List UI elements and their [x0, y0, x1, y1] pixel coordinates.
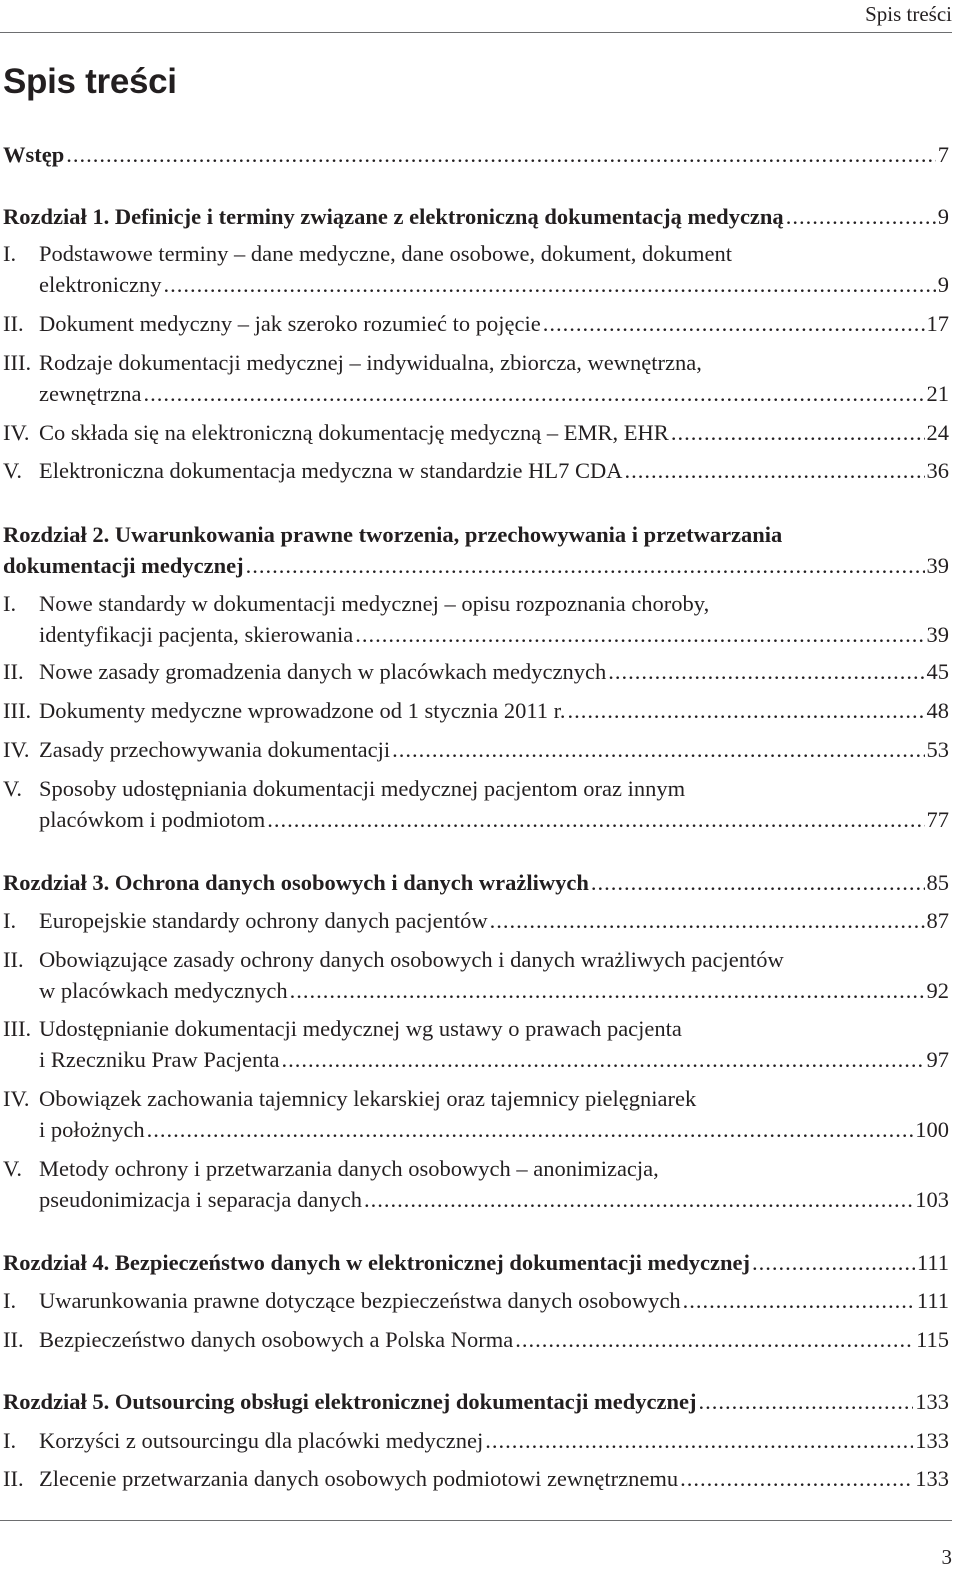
entry-page-number: 39 [926, 553, 949, 578]
dot-leader [680, 1463, 913, 1494]
entry-page-number: 87 [926, 908, 949, 933]
section-number: III. [3, 350, 32, 375]
section-number: II. [3, 947, 24, 972]
toc-section-entry[interactable] [3, 1153, 949, 1215]
dot-leader [625, 455, 925, 486]
toc-section-entry[interactable] [3, 1013, 949, 1075]
toc-section-entry[interactable] [3, 773, 949, 835]
section-number: IV. [3, 420, 30, 445]
toc-chapter-entry[interactable] [3, 519, 949, 581]
toc-section-entry[interactable] [3, 695, 949, 726]
section-number: I. [3, 1288, 17, 1313]
toc-chapter-entry[interactable] [3, 867, 949, 898]
entry-title: elektroniczny [39, 272, 162, 297]
entry-page-number: 133 [915, 1428, 949, 1453]
dot-leader [543, 308, 925, 339]
entry-title: Uwarunkowania prawne dotyczące bezpieczeństwa danych osobowych [39, 1288, 681, 1313]
dot-leader [699, 1386, 914, 1417]
dot-leader [267, 804, 924, 835]
entry-page-number: 21 [926, 381, 949, 406]
section-number: I. [3, 591, 17, 616]
entry-page-number: 92 [926, 978, 949, 1003]
toc-section-entry[interactable] [3, 347, 949, 409]
entry-page-number: 24 [926, 420, 949, 445]
entry-title: Rozdział 1. Definicje i terminy związane z elektroniczną dokumentacją medyczną [3, 204, 784, 229]
toc-section-entry[interactable] [3, 455, 949, 486]
dot-leader [671, 417, 925, 448]
dot-leader [786, 201, 936, 232]
dot-leader [147, 1114, 914, 1145]
toc-section-entry[interactable] [3, 1083, 949, 1145]
toc-section-entry[interactable] [3, 1463, 949, 1494]
entry-page-number: 133 [915, 1389, 949, 1414]
entry-title: Wstęp [3, 142, 65, 167]
section-number: II. [3, 1466, 24, 1491]
entry-title-line: Podstawowe terminy – dane medyczne, dane osobowe, dokument, dokument [39, 241, 732, 266]
entry-title: zewnętrzna [39, 381, 142, 406]
dot-leader [66, 139, 936, 170]
section-number: III. [3, 1016, 32, 1041]
dot-leader [392, 734, 924, 765]
entry-page-number: 48 [926, 698, 949, 723]
section-number: V. [3, 458, 22, 483]
entry-page-number: 111 [916, 1288, 949, 1313]
dot-leader [752, 1247, 915, 1278]
entry-page-number: 77 [926, 807, 949, 832]
section-number: IV. [3, 1086, 30, 1111]
entry-title: pseudonimizacja i separacja danych [39, 1187, 362, 1212]
dot-leader [683, 1285, 915, 1316]
dot-leader [490, 905, 925, 936]
entry-page-number: 115 [916, 1327, 949, 1352]
section-number: IV. [3, 737, 30, 762]
entry-title: Zlecenie przetwarzania danych osobowych podmiotowi zewnętrznemu [39, 1466, 679, 1491]
dot-leader [591, 867, 925, 898]
entry-title: Bezpieczeństwo danych osobowych a Polska Norma [39, 1327, 514, 1352]
entry-title-line: Udostępnianie dokumentacji medycznej wg ustawy o prawach pacjenta [39, 1016, 682, 1041]
entry-title: i Rzeczniku Praw Pacjenta [39, 1047, 280, 1072]
section-number: V. [3, 776, 22, 801]
toc-section-entry[interactable] [3, 656, 949, 687]
toc-section-entry[interactable] [3, 1285, 949, 1316]
entry-title: Rozdział 3. Ochrona danych osobowych i danych wrażliwych [3, 870, 589, 895]
entry-title-line: Sposoby udostępniania dokumentacji medycznej pacjentom oraz innym [39, 776, 686, 801]
dot-leader [608, 656, 924, 687]
entry-title: Europejskie standardy ochrony danych pacjentów [39, 908, 488, 933]
toc-section-entry[interactable] [3, 905, 949, 936]
entry-title: Rozdział 4. Bezpieczeństwo danych w elektronicznej dokumentacji medycznej [3, 1250, 750, 1275]
entry-page-number: 17 [926, 311, 949, 336]
entry-page-number: 9 [937, 204, 949, 229]
toc-section-entry[interactable] [3, 734, 949, 765]
entry-page-number: 103 [915, 1187, 949, 1212]
toc-section-entry[interactable] [3, 417, 949, 448]
entry-title: Zasady przechowywania dokumentacji [39, 737, 391, 762]
entry-title: Korzyści z outsourcingu dla placówki medycznej [39, 1428, 484, 1453]
entry-page-number: 53 [926, 737, 949, 762]
entry-title: w placówkach medycznych [39, 978, 288, 1003]
section-number: I. [3, 908, 17, 933]
entry-page-number: 85 [926, 870, 949, 895]
section-number: II. [3, 311, 24, 336]
entry-title: dokumentacji medycznej [3, 553, 244, 578]
entry-title: placówkom i podmiotom [39, 807, 266, 832]
entry-title-line: Metody ochrony i przetwarzania danych osobowych – anonimizacja, [39, 1156, 659, 1181]
section-number: III. [3, 698, 32, 723]
footer-rule [0, 1520, 952, 1521]
entry-title-line: Nowe standardy w dokumentacji medycznej – opisu rozpoznania choroby, [39, 591, 710, 616]
section-number: I. [3, 241, 17, 266]
toc-chapter-entry[interactable] [3, 1247, 949, 1278]
section-number: II. [3, 659, 24, 684]
entry-title-line: Obowiązujące zasady ochrony danych osobowych i danych wrażliwych pacjentów [39, 947, 784, 972]
toc-section-entry[interactable] [3, 238, 949, 300]
running-head [0, 0, 952, 33]
entry-title: Co składa się na elektroniczną dokumentację medyczną – EMR, EHR [39, 420, 669, 445]
entry-title: i położnych [39, 1117, 145, 1142]
entry-title-line: Rodzaje dokumentacji medycznej – indywidualna, zbiorcza, wewnętrzna, [39, 350, 702, 375]
entry-page-number: 7 [937, 142, 949, 167]
dot-leader [246, 550, 925, 581]
toc-chapter-entry[interactable] [3, 201, 949, 232]
entry-title: Rozdział 5. Outsourcing obsługi elektronicznej dokumentacji medycznej [3, 1389, 697, 1414]
running-head-title: Spis treści [865, 2, 952, 26]
entry-page-number: 9 [937, 272, 949, 297]
entry-title-line: Obowiązek zachowania tajemnicy lekarskiej oraz tajemnicy pielęgniarek [39, 1086, 697, 1111]
toc-section-entry[interactable] [3, 944, 949, 1006]
entry-page-number: 111 [916, 1250, 949, 1275]
dot-leader [290, 975, 925, 1006]
toc-chapter-entry[interactable] [3, 1386, 949, 1417]
entry-page-number: 133 [915, 1466, 949, 1491]
entry-page-number: 100 [915, 1117, 949, 1142]
entry-page-number: 36 [926, 458, 949, 483]
entry-title: identyfikacji pacjenta, skierowania [39, 622, 354, 647]
toc-section-entry[interactable] [3, 1324, 949, 1355]
dot-leader [163, 269, 935, 300]
entry-title: Dokument medyczny – jak szeroko rozumieć to pojęcie [39, 311, 541, 336]
dot-leader [143, 378, 924, 409]
toc-section-entry[interactable] [3, 1425, 949, 1456]
entry-title-line: Rozdział 2. Uwarunkowania prawne tworzenia, przechowywania i przetwarzania [3, 522, 783, 547]
dot-leader [568, 695, 925, 726]
section-number: I. [3, 1428, 17, 1453]
toc-chapter-entry[interactable] [3, 139, 949, 170]
toc-section-entry[interactable] [3, 588, 949, 650]
section-number: V. [3, 1156, 22, 1181]
entry-page-number: 45 [926, 659, 949, 684]
entry-title: Elektroniczna dokumentacja medyczna w standardzie HL7 CDA [39, 458, 623, 483]
dot-leader [485, 1425, 913, 1456]
entry-page-number: 97 [926, 1047, 949, 1072]
entry-page-number: 39 [926, 622, 949, 647]
toc-section-entry[interactable] [3, 308, 949, 339]
page-number: 3 [941, 1545, 952, 1569]
entry-title: Dokumenty medyczne wprowadzone od 1 stycznia 2011 r. [39, 698, 566, 723]
dot-leader [364, 1184, 913, 1215]
dot-leader [282, 1044, 925, 1075]
section-number: II. [3, 1327, 24, 1352]
dot-leader [355, 619, 924, 650]
page-title: Spis treści [3, 62, 177, 101]
entry-title: Nowe zasady gromadzenia danych w placówkach medycznych [39, 659, 607, 684]
dot-leader [515, 1324, 914, 1355]
